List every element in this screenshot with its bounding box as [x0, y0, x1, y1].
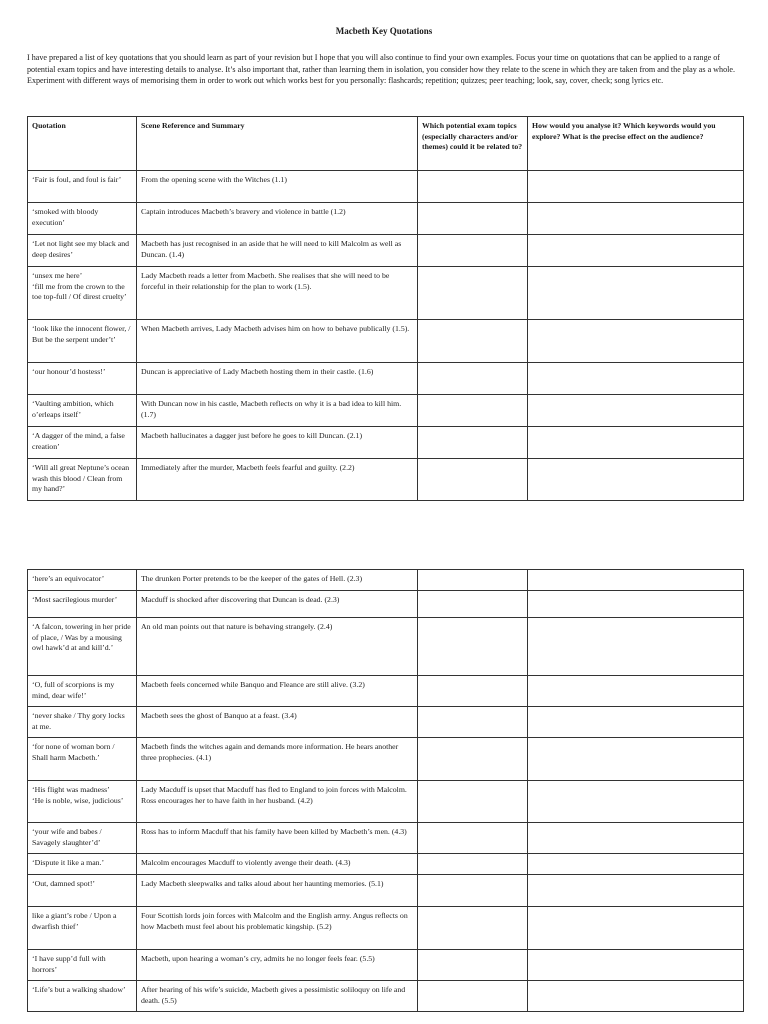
analysis-cell [528, 363, 744, 395]
table-row [28, 570, 744, 591]
intro-paragraph: I have prepared a list of key quotations that you should learn as part of your revision but I hope that you will also continue to find your own examples. Focus your time on quotations that can be applied to a range of potential exam topics and have interesting details to analyse. It’s also important that, rather than learning them in isolation, you consider how they relate to the scene in which they are taken from and the play as a whole. Experiment with different ways of memorising them in order to work out which works best for you personally: flashcards; repetition; quizzes; peer teaching; look, say, cover, check; song lyrics etc. [27, 53, 735, 86]
analysis-cell [528, 875, 744, 907]
analysis-cell [528, 459, 744, 501]
quotation-cell: ‘Life’s but a walking shadow’ [28, 981, 137, 1012]
scene-summary-cell: Lady Macbeth sleepwalks and talks aloud about her haunting memories. (5.1) [137, 875, 418, 907]
table-row [28, 203, 744, 235]
topics-cell [418, 459, 528, 501]
analysis-cell [528, 950, 744, 981]
quotation-cell: ‘unsex me here’ ‘fill me from the crown to the toe top-full / Of direst cruelty’ [28, 267, 137, 320]
quotation-cell: ‘Out, damned spot!’ [28, 875, 137, 907]
scene-summary-cell: Duncan is appreciative of Lady Macbeth hosting them in their castle. (1.6) [137, 363, 418, 395]
header-analysis: How would you analyse it? Which keywords would you explore? What is the precise effect on the audience? [528, 117, 744, 171]
quotation-cell: ‘look like the innocent flower, / But be the serpent under’t’ [28, 320, 137, 363]
table-row [28, 676, 744, 707]
scene-summary-cell: After hearing of his wife’s suicide, Macbeth gives a pessimistic soliloquy on life and death. (5.5) [137, 981, 418, 1012]
quotations-table-2 [27, 569, 744, 1012]
scene-summary-cell: Macbeth feels concerned while Banquo and Fleance are still alive. (3.2) [137, 676, 418, 707]
topics-cell [418, 907, 528, 950]
scene-summary-cell: Four Scottish lords join forces with Malcolm and the English army. Angus reflects on how Macbeth must feel about his problematic kingship. (5.2) [137, 907, 418, 950]
quotation-cell: ‘O, full of scorpions is my mind, dear wife!’ [28, 676, 137, 707]
table-row [28, 854, 744, 875]
quotation-cell: ‘His flight was madness’ ‘He is noble, wise, judicious’ [28, 781, 137, 823]
quotation-cell: ‘for none of woman born / Shall harm Macbeth.’ [28, 738, 137, 781]
scene-summary-cell: Macbeth sees the ghost of Banquo at a feast. (3.4) [137, 707, 418, 738]
table-row [28, 875, 744, 907]
scene-summary-cell: Malcolm encourages Macduff to violently avenge their death. (4.3) [137, 854, 418, 875]
topics-cell [418, 875, 528, 907]
scene-summary-cell: Captain introduces Macbeth’s bravery and violence in battle (1.2) [137, 203, 418, 235]
scene-summary-cell: Immediately after the murder, Macbeth feels fearful and guilty. (2.2) [137, 459, 418, 501]
quotation-cell: ‘your wife and babes / Savagely slaughter’d’ [28, 823, 137, 854]
scene-summary-cell: With Duncan now in his castle, Macbeth reflects on why it is a bad idea to kill him. (1.7) [137, 395, 418, 427]
topics-cell [418, 707, 528, 738]
analysis-cell [528, 707, 744, 738]
table-row [28, 591, 744, 618]
topics-cell [418, 363, 528, 395]
topics-cell [418, 781, 528, 823]
analysis-cell [528, 618, 744, 676]
quotation-cell: ‘Will all great Neptune’s ocean wash this blood / Clean from my hand?’ [28, 459, 137, 501]
table-row [28, 320, 744, 363]
topics-cell [418, 591, 528, 618]
topics-cell [418, 676, 528, 707]
topics-cell [418, 950, 528, 981]
topics-cell [418, 203, 528, 235]
topics-cell [418, 320, 528, 363]
header-quotation: Quotation [28, 117, 137, 171]
table-row [28, 171, 744, 203]
scene-summary-cell: Lady Macduff is upset that Macduff has fled to England to join forces with Malcolm. Ross encourages her to have faith in her husband. (4.2) [137, 781, 418, 823]
quotation-cell: like a giant’s robe / Upon a dwarfish thief’ [28, 907, 137, 950]
quotation-cell: ‘never shake / Thy gory locks at me. [28, 707, 137, 738]
scene-summary-cell: Lady Macbeth reads a letter from Macbeth. She realises that she will need to be forceful in their relationship for the plan to work (1.5). [137, 267, 418, 320]
scene-summary-cell: Macduff is shocked after discovering that Duncan is dead. (2.3) [137, 591, 418, 618]
quotations-table-1 [27, 116, 744, 501]
quotation-cell: ‘Let not light see my black and deep desires’ [28, 235, 137, 267]
analysis-cell [528, 235, 744, 267]
table-row [28, 738, 744, 781]
topics-cell [418, 854, 528, 875]
analysis-cell [528, 981, 744, 1012]
analysis-cell [528, 854, 744, 875]
analysis-cell [528, 823, 744, 854]
scene-summary-cell: From the opening scene with the Witches (1.1) [137, 171, 418, 203]
table-row [28, 707, 744, 738]
table-row [28, 907, 744, 950]
topics-cell [418, 395, 528, 427]
scene-summary-cell: Macbeth hallucinates a dagger just before he goes to kill Duncan. (2.1) [137, 427, 418, 459]
topics-cell [418, 570, 528, 591]
analysis-cell [528, 907, 744, 950]
quotation-cell: ‘A dagger of the mind, a false creation’ [28, 427, 137, 459]
scene-summary-cell: When Macbeth arrives, Lady Macbeth advises him on how to behave publically (1.5). [137, 320, 418, 363]
topics-cell [418, 171, 528, 203]
scene-summary-cell: Macbeth has just recognised in an aside that he will need to kill Malcolm as well as Duncan. (1.4) [137, 235, 418, 267]
header-topics: Which potential exam topics (especially characters and/or themes) could it be related to? [418, 117, 528, 171]
scene-summary-cell: The drunken Porter pretends to be the keeper of the gates of Hell. (2.3) [137, 570, 418, 591]
analysis-cell [528, 676, 744, 707]
quotation-cell: ‘Most sacrilegious murder’ [28, 591, 137, 618]
table-header-row [28, 117, 744, 171]
table-row [28, 395, 744, 427]
quotation-cell: ‘Dispute it like a man.’ [28, 854, 137, 875]
topics-cell [418, 427, 528, 459]
analysis-cell [528, 320, 744, 363]
topics-cell [418, 823, 528, 854]
topics-cell [418, 738, 528, 781]
quotation-cell: ‘Vaulting ambition, which o’erleaps itself’ [28, 395, 137, 427]
topics-cell [418, 235, 528, 267]
table-row [28, 363, 744, 395]
quotation-cell: ‘here’s an equivocator’ [28, 570, 137, 591]
table-row [28, 981, 744, 1012]
document-title: Macbeth Key Quotations [335, 26, 433, 36]
analysis-cell [528, 171, 744, 203]
topics-cell [418, 267, 528, 320]
scene-summary-cell: Ross has to inform Macduff that his family have been killed by Macbeth’s men. (4.3) [137, 823, 418, 854]
table-row [28, 823, 744, 854]
table-row [28, 781, 744, 823]
analysis-cell [528, 781, 744, 823]
table-row [28, 459, 744, 501]
analysis-cell [528, 570, 744, 591]
analysis-cell [528, 203, 744, 235]
table-row [28, 618, 744, 676]
quotation-cell: ‘Fair is foul, and foul is fair’ [28, 171, 137, 203]
scene-summary-cell: Macbeth finds the witches again and demands more information. He hears another three prophecies. (4.1) [137, 738, 418, 781]
topics-cell [418, 618, 528, 676]
table-row [28, 427, 744, 459]
header-scene: Scene Reference and Summary [137, 117, 418, 171]
analysis-cell [528, 738, 744, 781]
quotation-cell: ‘A falcon, towering in her pride of place, / Was by a mousing owl hawk’d at and kill’d.’ [28, 618, 137, 676]
analysis-cell [528, 427, 744, 459]
table-row [28, 950, 744, 981]
analysis-cell [528, 591, 744, 618]
analysis-cell [528, 395, 744, 427]
scene-summary-cell: Macbeth, upon hearing a woman’s cry, admits he no longer feels fear. (5.5) [137, 950, 418, 981]
topics-cell [418, 981, 528, 1012]
table-row [28, 267, 744, 320]
quotation-cell: ‘I have supp’d full with horrors’ [28, 950, 137, 981]
table-row [28, 235, 744, 267]
quotation-cell: ‘our honour’d hostess!’ [28, 363, 137, 395]
quotation-cell: ‘smoked with bloody execution’ [28, 203, 137, 235]
scene-summary-cell: An old man points out that nature is behaving strangely. (2.4) [137, 618, 418, 676]
analysis-cell [528, 267, 744, 320]
